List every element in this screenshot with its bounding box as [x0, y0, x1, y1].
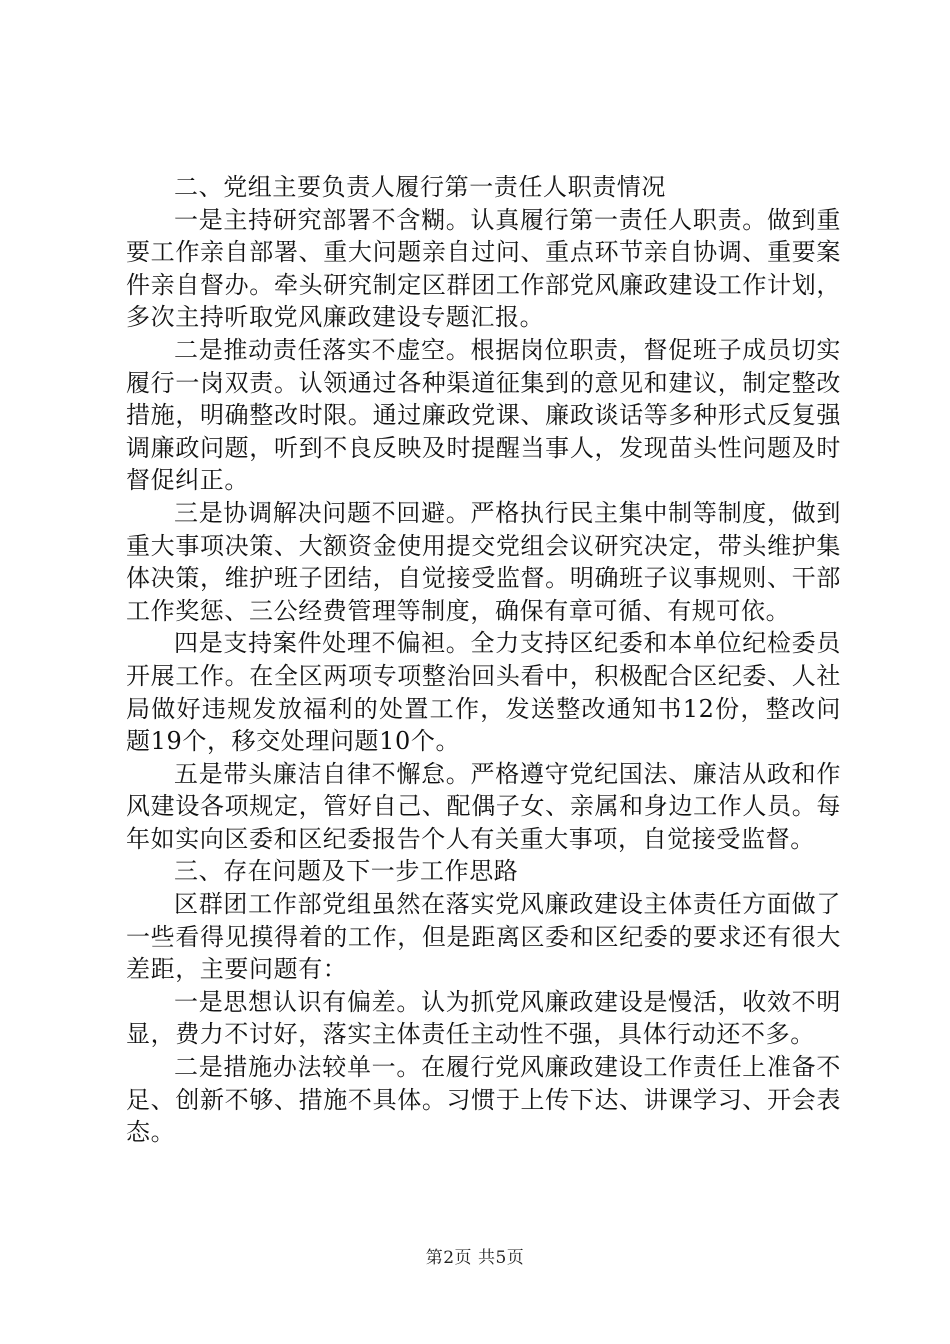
paragraph-item-3: 三是协调解决问题不回避。严格执行民主集中制等制度，做到重大事项决策、大额资金使用提交党组会议研究决定，带头维护集体决策，维护班子团结，自觉接受监督。明确班子议事规则、干部工作奖惩、三公经费管理等制度，确保有章可循、有规可依。 [126, 498, 841, 625]
paragraph-problem-2: 二是措施办法较单一。在履行党风廉政建设工作责任上准备不足、创新不够、措施不具体。习惯于上传下达、讲课学习、开会表态。 [126, 1053, 841, 1147]
paragraph-item-5: 五是带头廉洁自律不懈怠。严格遵守党纪国法、廉洁从政和作风建设各项规定，管好自己、配偶子女、亲属和身边工作人员。每年如实向区委和区纪委报告个人有关重大事项，自觉接受监督。 [126, 759, 841, 853]
section-heading-3: 三、存在问题及下一步工作思路 [174, 857, 519, 886]
paragraph-item-4: 四是支持案件处理不偏袒。全力支持区纪委和本单位纪检委员开展工作。在全区两项专项整治回头看中，积极配合区纪委、人社局做好违规发放福利的处置工作，发送整改通知书12份，整改问题19个，移交处理问题10个。 [126, 629, 841, 756]
section-heading-2: 二、党组主要负责人履行第一责任人职责情况 [174, 173, 666, 201]
document-body [126, 171, 841, 1149]
paragraph-intro: 区群团工作部党组虽然在落实党风廉政建设主体责任方面做了一些看得见摸得着的工作，但是距离区委和区纪委的要求还有很大差距，主要问题有： [126, 890, 841, 984]
page-number: 第2页 共5页 [425, 1248, 525, 1268]
paragraph-item-1: 一是主持研究部署不含糊。认真履行第一责任人职责。做到重要工作亲自部署、重大问题亲自过问、重点环节亲自协调、重要案件亲自督办。牵头研究制定区群团工作部党风廉政建设工作计划，多次主持听取党风廉政建设专题汇报。 [126, 205, 841, 332]
paragraph-problem-1: 一是思想认识有偏差。认为抓党风廉政建设是慢活，收效不明显，费力不讨好，落实主体责任主动性不强，具体行动还不多。 [126, 987, 841, 1049]
paragraph-item-2: 二是推动责任落实不虚空。根据岗位职责，督促班子成员切实履行一岗双责。认领通过各种渠道征集到的意见和建议，制定整改措施，明确整改时限。通过廉政党课、廉政谈话等多种形式反复强调廉政问题，听到不良反映及时提醒当事人，发现苗头性问题及时督促纠正。 [126, 335, 841, 495]
